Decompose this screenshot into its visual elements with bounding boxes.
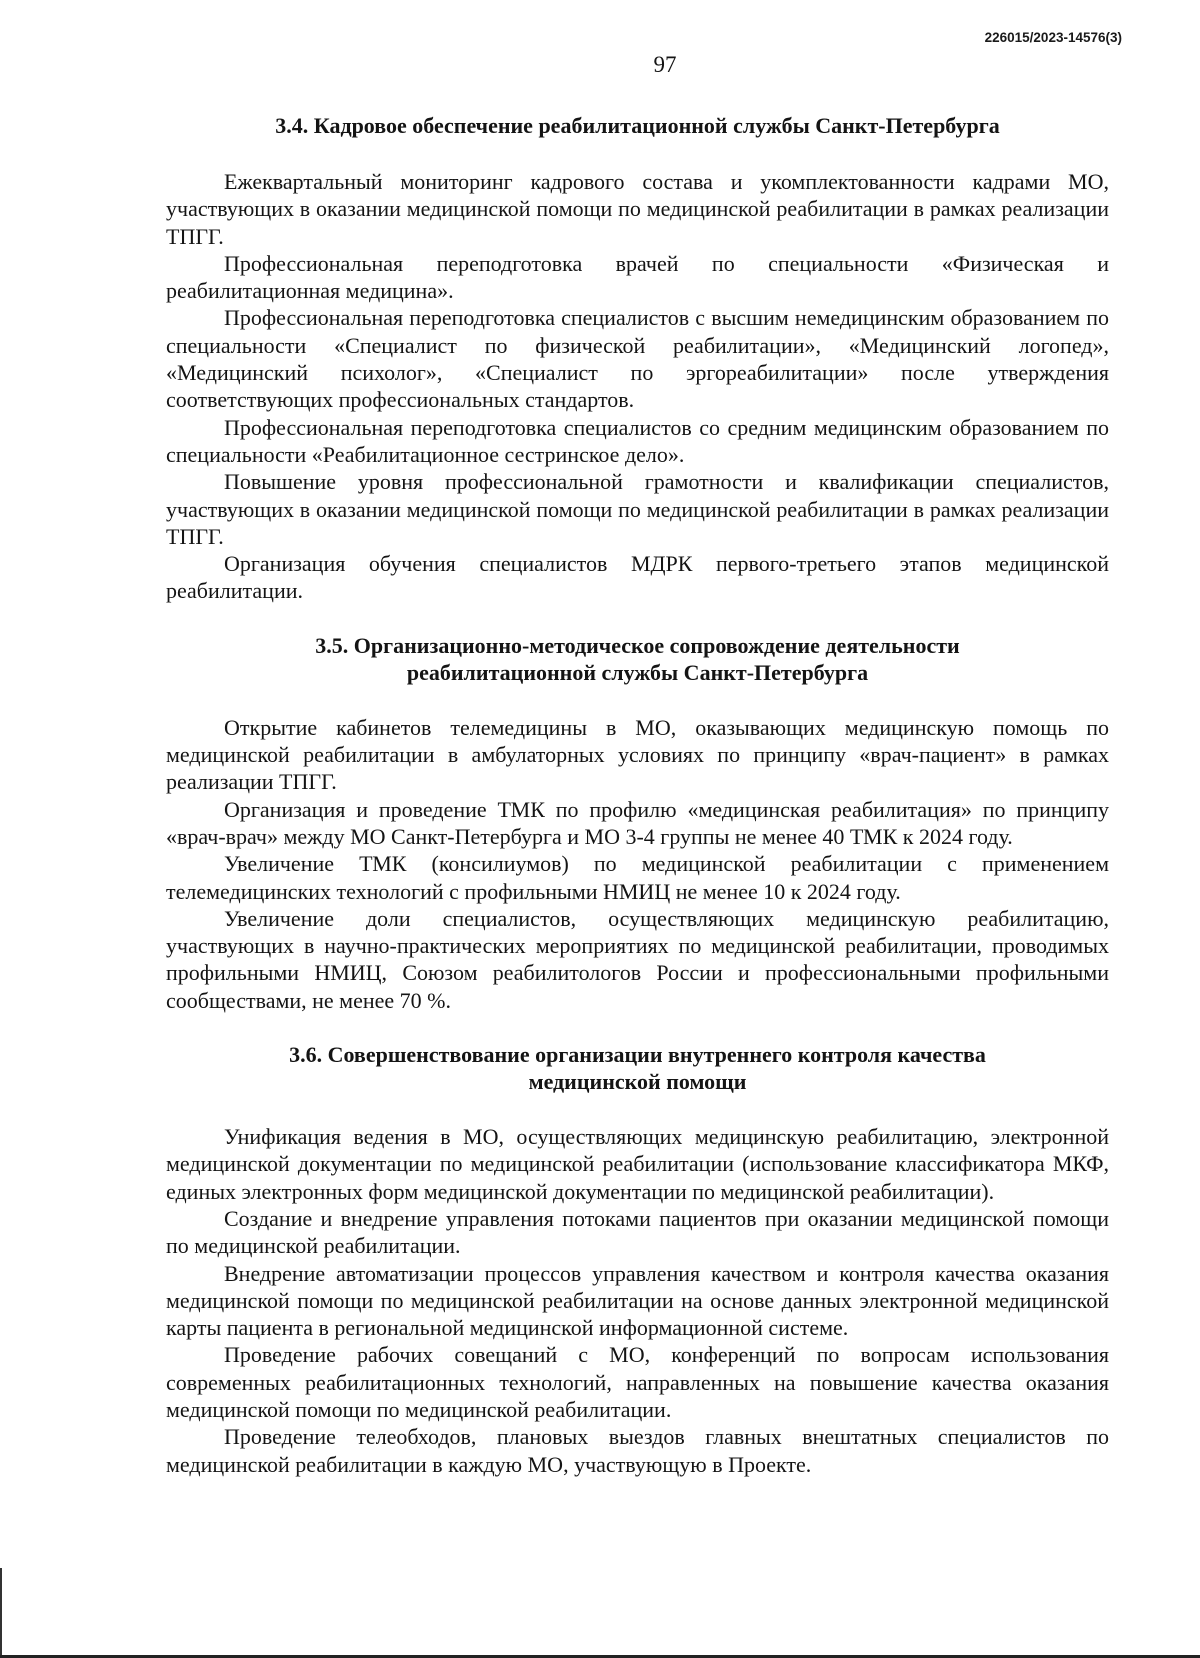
paragraph: Проведение телеобходов, плановых выездов главных внештатных специалистов по медицинской реабилитации в каждую МО, участвующую в Проекте. — [166, 1424, 1109, 1477]
paragraph: Повышение уровня профессиональной грамотности и квалификации специалистов, участвующих в оказании медицинской помощи по медицинской реабилитации в рамках реализации ТПГГ. — [166, 469, 1109, 549]
document-id: 226015/2023-14576(3) — [984, 30, 1122, 45]
paragraph: Ежеквартальный мониторинг кадрового состава и укомплектованности кадрами МО, участвующих в оказании медицинской помощи по медицинской реабилитации в рамках реализации ТПГГ. — [166, 169, 1109, 249]
section-heading-line: медицинской помощи — [528, 1069, 747, 1095]
paragraph: Профессиональная переподготовка специалистов со средним медицинским образованием по специальности «Реабилитационное сестринское дело». — [166, 414, 1109, 467]
paragraph: Организация обучения специалистов МДРК первого-третьего этапов медицинской реабилитации. — [166, 551, 1109, 604]
paragraph: Профессиональная переподготовка специалистов с высшим немедицинским образованием по специальности «Специалист по физической реабилитации», «Медицинский логопед», «Медицинский психолог», «Специалист по эргореабилитации» после утверждения соответствующих профессиональных стандартов. — [166, 305, 1109, 413]
paragraph: Унификация ведения в МО, осуществляющих медицинскую реабилитацию, электронной медицинской документации по медицинской реабилитации (использование классификатора МКФ, единых электронных форм медицинской документации по медицинской реабилитации). — [166, 1124, 1109, 1204]
paragraph: Увеличение доли специалистов, осуществляющих медицинскую реабилитацию, участвующих в научно-практических мероприятиях по медицинской реабилитации, проводимых профильными НМИЦ, Союзом реабилитологов России и профессиональными профильными сообществами, не менее 70 %. — [166, 905, 1109, 1013]
paragraph: Внедрение автоматизации процессов управления качеством и контроля качества оказания медицинской помощи по медицинской реабилитации на основе данных электронной медицинской карты пациента в региональной медицинской информационной системе. — [166, 1260, 1109, 1341]
section-heading-line: 3.6. Совершенствование организации внутреннего контроля качества — [289, 1042, 986, 1068]
section-3-6 — [166, 1041, 1109, 1478]
section-heading-line: 3.5. Организационно-методическое сопровождение деятельности — [315, 632, 960, 658]
paragraph: Создание и внедрение управления потоками пациентов при оказании медицинской помощи по медицинской реабилитации. — [166, 1205, 1109, 1259]
document-body — [166, 112, 1109, 1478]
paragraph: Проведение рабочих совещаний с МО, конференций по вопросам использования современных реабилитационных технологий, направленных на повышение качества оказания медицинской помощи по медицинской реабилитации. — [166, 1342, 1109, 1422]
page-number: 97 — [653, 52, 677, 77]
section-heading — [166, 1041, 1109, 1095]
section-heading: 3.4. Кадровое обеспечение реабилитационной службы Санкт-Петербурга — [275, 113, 1000, 138]
paragraph: Открытие кабинетов телемедицины в МО, оказывающих медицинскую помощь по медицинской реабилитации в амбулаторных условиях по принципу «врач-пациент» в рамках реализации ТПГГ. — [166, 714, 1109, 795]
section-3-4 — [166, 112, 1109, 605]
paragraph: Организация и проведение ТМК по профилю «медицинская реабилитация» по принципу «врач-врач» между МО Санкт-Петербурга и МО 3-4 группы не менее 40 ТМК к 2024 году. — [166, 796, 1109, 849]
section-heading-line: реабилитационной службы Санкт-Петербурга — [406, 659, 869, 685]
scan-edge-mark — [0, 1568, 2, 1658]
paragraph: Профессиональная переподготовка врачей по специальности «Физическая и реабилитационная медицина». — [166, 250, 1109, 304]
section-heading — [166, 632, 1109, 686]
paragraph: Увеличение ТМК (консилиумов) по медицинской реабилитации с применением телемедицинских технологий с профильными НМИЦ не менее 10 к 2024 году. — [166, 851, 1109, 904]
section-3-5 — [166, 632, 1109, 1014]
